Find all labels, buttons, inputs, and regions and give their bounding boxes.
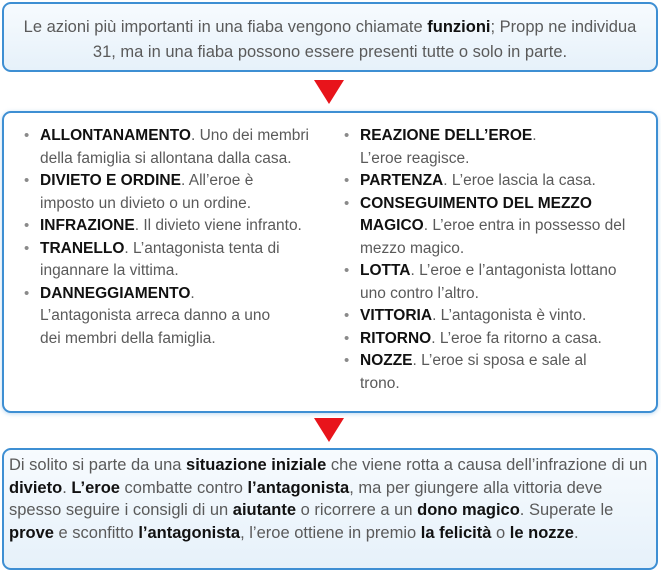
- function-item: • LOTTA. L’eroe e l’antagonista lottano uno contro l’altro.: [344, 262, 617, 302]
- function-item: • TRANELLO. L’antagonista tenta di ingannare la vittima.: [24, 239, 280, 279]
- summary-keyword: divieto: [9, 478, 63, 497]
- function-item: • RITORNO. L’eroe fa ritorno a casa.: [340, 328, 660, 351]
- summary-keyword: dono magico: [417, 501, 520, 519]
- summary-keyword: situazione iniziale: [186, 456, 327, 474]
- function-item: • PARTENZA. L’eroe lascia la casa.: [340, 170, 660, 193]
- function-item: • DANNEGGIAMENTO. L’antagonista arreca danno a uno dei membri della famiglia.: [24, 284, 271, 347]
- function-item: • VITTORIA. L’antagonista è vinto.: [340, 305, 660, 328]
- functions-column-right: [340, 125, 645, 395]
- bullet-icon: •: [344, 194, 350, 212]
- bullet-icon: •: [24, 172, 30, 189]
- intro-box: [2, 2, 658, 72]
- function-item: • NOZZE. L’eroe si sposa e sale al trono.: [344, 352, 587, 392]
- summary-keyword: le nozze: [509, 523, 574, 542]
- summary-keyword: prove: [9, 523, 54, 542]
- bullet-icon: •: [24, 284, 30, 302]
- summary-text: Di solito si parte da una situazione iniziale che viene rotta a causa dell’infrazione di un divieto. L’eroe combatte contro l’antagonista, ma per giungere alla vittoria deve spesso seguire i consigli di un aiutante o ricorrere a un dono magico. Superate le prove e sconfitto l’antagonista, l’eroe ottiene in premio la felicità o le nozze.: [9, 456, 648, 542]
- function-item: • INFRAZIONE. Il divieto viene infranto.: [20, 215, 310, 238]
- down-arrow-icon: [314, 418, 344, 442]
- functions-box: [2, 111, 658, 413]
- function-item: • CONSEGUIMENTO DEL MEZZO MAGICO. L’eroe entra in possesso del mezzo magico.: [344, 194, 626, 257]
- bullet-icon: •: [344, 329, 350, 347]
- summary-keyword: L’eroe: [71, 478, 120, 497]
- summary-keyword: la felicità: [420, 523, 492, 542]
- bullet-icon: •: [24, 239, 30, 257]
- summary-keyword: l’antagonista: [138, 523, 241, 542]
- bullet-icon: •: [344, 307, 350, 324]
- bullet-icon: •: [344, 127, 350, 144]
- function-item: • ALLONTANAMENTO. Uno dei membri della famiglia si allontana dalla casa.: [24, 127, 309, 167]
- intro-text: Le azioni più importanti in una fiaba vengono chiamate funzioni; Propp ne individua 31, ma in una fiaba possono essere presenti tutte o solo in parte.: [23, 18, 637, 61]
- intro-keyword: funzioni: [427, 18, 491, 36]
- bullet-icon: •: [24, 217, 30, 234]
- functions-column-left: [20, 125, 340, 395]
- down-arrow-icon: [314, 80, 344, 104]
- summary-box: [2, 448, 658, 570]
- function-item: • REAZIONE DELL’EROE. L’eroe reagisce.: [344, 127, 537, 167]
- bullet-icon: •: [344, 172, 350, 189]
- bullet-icon: •: [24, 127, 30, 144]
- functions-list-right: [340, 125, 645, 395]
- bullet-icon: •: [344, 262, 350, 279]
- summary-keyword: aiutante: [232, 501, 297, 519]
- functions-list-left: [20, 125, 340, 350]
- function-item: • DIVIETO E ORDINE. All’eroe è imposto un divieto o un ordine.: [24, 172, 254, 212]
- summary-keyword: l’antagonista: [247, 478, 350, 497]
- bullet-icon: •: [344, 352, 350, 369]
